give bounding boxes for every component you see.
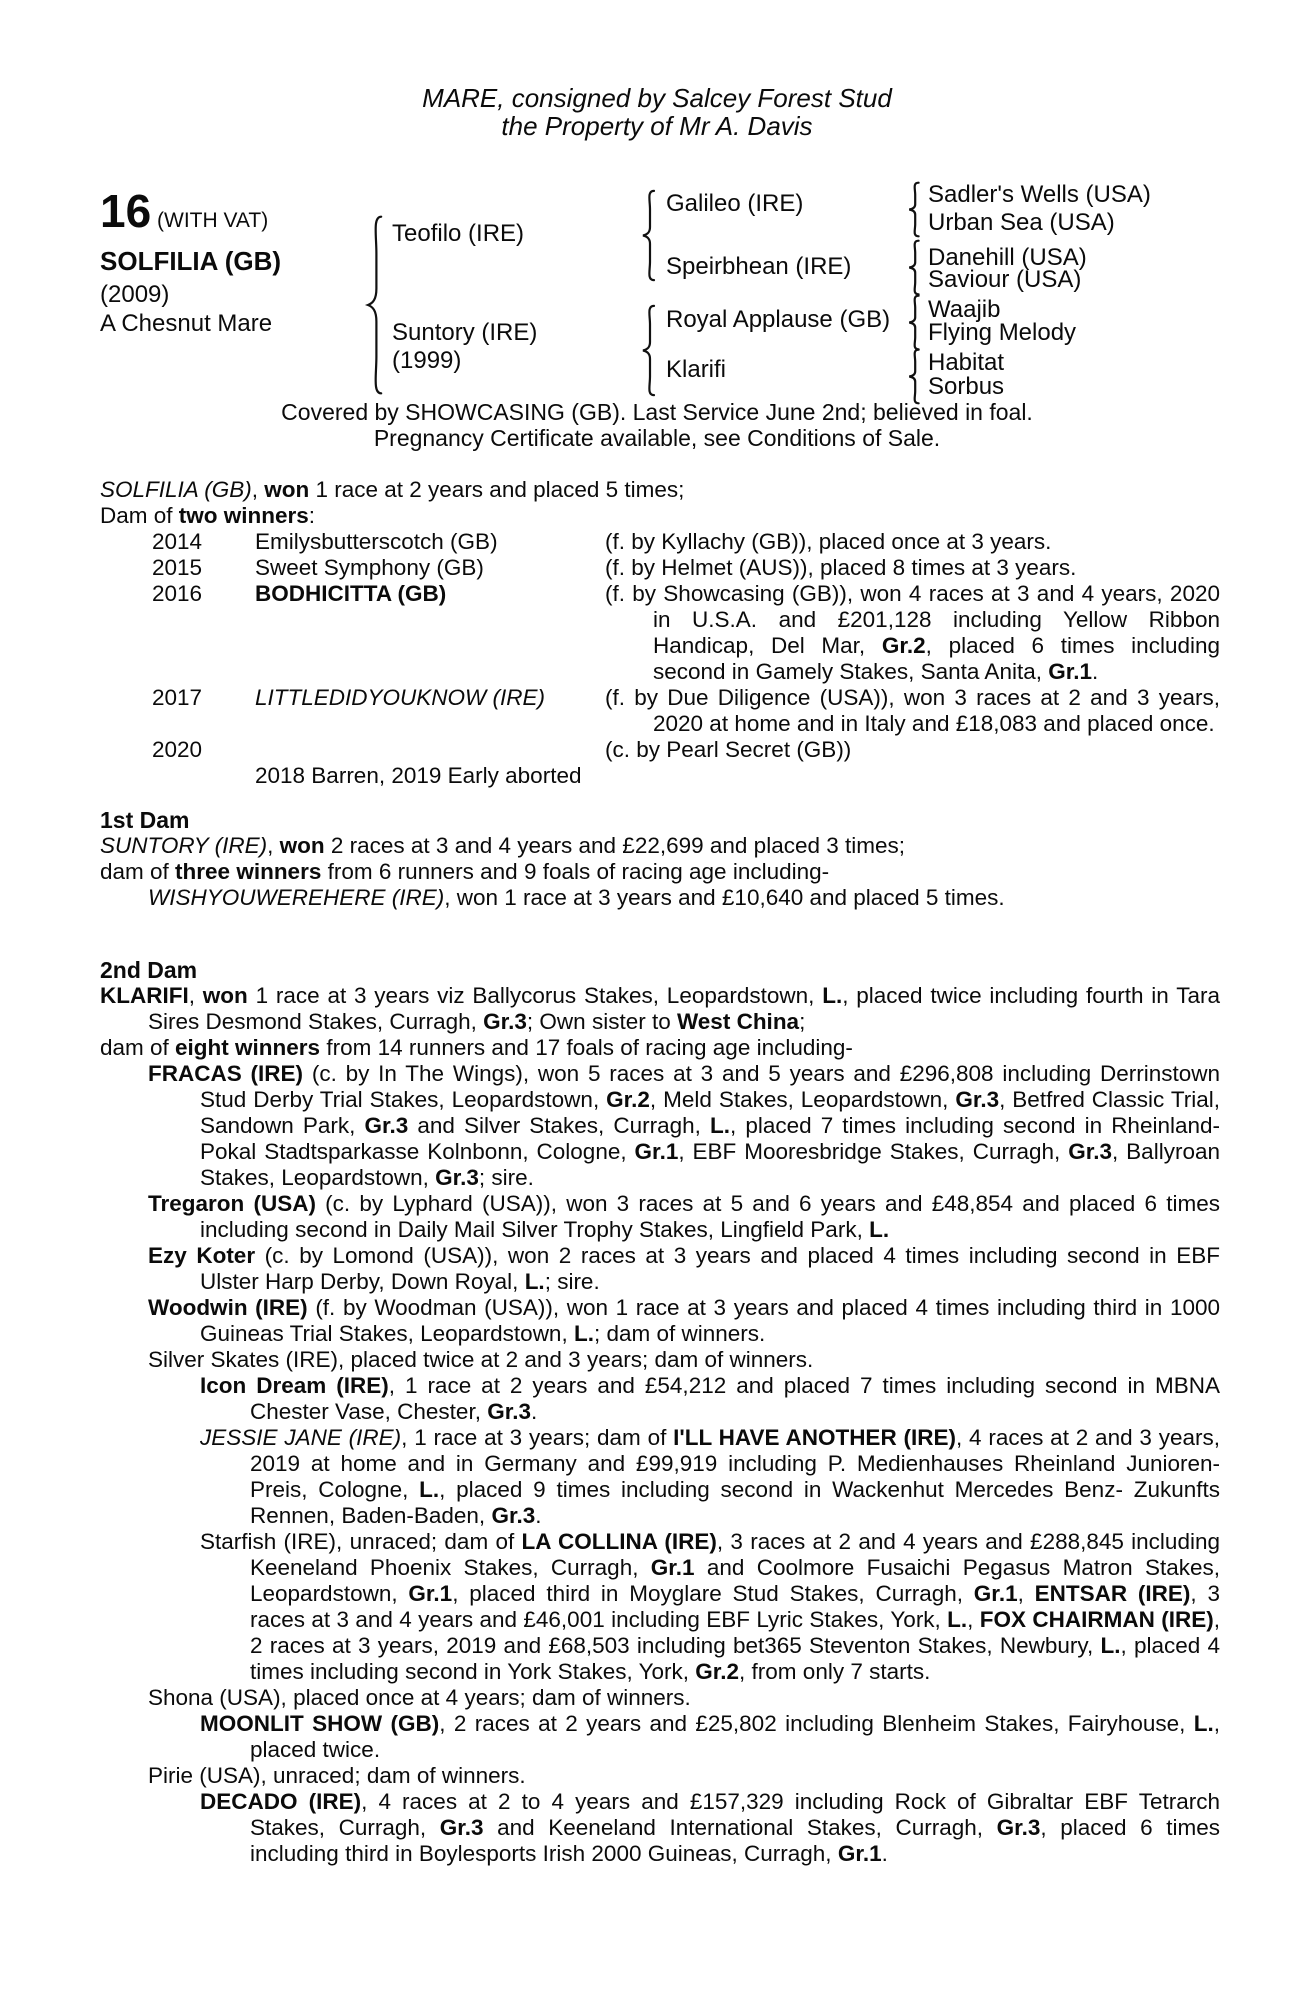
produce-note: 2018 Barren, 2019 Early aborted bbox=[255, 763, 582, 788]
ped-ancestor-3: Saviour (USA) bbox=[928, 266, 1082, 293]
pedigree-brace-gg-1 bbox=[905, 181, 922, 238]
covering-line-2: Pregnancy Certificate available, see Conditions of Sale. bbox=[373, 425, 941, 451]
produce-row-2017 bbox=[100, 685, 1220, 737]
entry-shona: Shona (USA), placed once at 4 years; dam of winners. bbox=[148, 1685, 691, 1710]
second-dam-race-record: KLARIFI, won 1 race at 3 years viz Ballycorus Stakes, Leopardstown, L., placed twice including fourth in Tara Sires Desmond Stakes, Curragh, Gr.3; Own sister to West China; bbox=[100, 983, 1220, 1034]
entry-decado: DECADO (IRE), 4 races at 2 to 4 years and £157,329 including Rock of Gibraltar EBF Tetrarch Stakes, Curragh, Gr.3 and Keeneland International Stakes, Curragh, Gr.3, placed 6 times including third in Boylesports Irish 2000 Guineas, Curragh, Gr.1. bbox=[200, 1789, 1221, 1866]
header-line-2: the Property of Mr A. Davis bbox=[501, 111, 813, 141]
ped-grandparent-dam-sire: Royal Applause (GB) bbox=[666, 306, 891, 333]
second-dam-heading: 2nd Dam bbox=[100, 957, 198, 983]
lot-description: A Chesnut Mare bbox=[100, 310, 273, 337]
pedigree-brace-sire bbox=[638, 189, 658, 282]
ped-ancestor-5: Flying Melody bbox=[928, 319, 1077, 346]
first-dam-produce-summary: dam of three winners from 6 runners and 9 foals of racing age including- bbox=[100, 859, 830, 884]
produce-year: 2020 bbox=[152, 737, 203, 762]
ped-ancestor-4: Waajib bbox=[928, 296, 1001, 323]
ped-dam: Suntory (IRE) bbox=[392, 319, 538, 346]
produce-year: 2016 bbox=[152, 581, 203, 606]
produce-gutter bbox=[100, 685, 152, 737]
entry-starfish: Starfish (IRE), unraced; dam of LA COLLINA (IRE), 3 races at 2 and 4 years and £288,845 including Keeneland Phoenix Stakes, Curragh, Gr.1 and Coolmore Fusaichi Pegasus Matron Stakes, Leopardstown, Gr.1, placed third in Moyglare Stud Stakes, Curragh, Gr.1, ENTSAR (IRE), 3 races at 3 and 4 years and £46,001 including EBF Lyric Stakes, York, L., FOX CHAIRMAN (IRE), 2 races at 3 years, 2019 and £68,503 including bet365 Steventon Stakes, Newbury, L., placed 4 times including second in York Stakes, York, Gr.2, from only 7 starts. bbox=[200, 1529, 1220, 1684]
ped-sire: Teofilo (IRE) bbox=[392, 220, 525, 247]
produce-name: BODHICITTA (GB) bbox=[255, 581, 447, 606]
second-dam-produce-summary: dam of eight winners from 14 runners and 17 foals of racing age including- bbox=[100, 1035, 853, 1060]
produce-row-2016 bbox=[100, 581, 1220, 685]
first-dam-heading: 1st Dam bbox=[100, 807, 190, 833]
entry-silver-skates: Silver Skates (IRE), placed twice at 2 and 3 years; dam of winners. bbox=[148, 1347, 814, 1372]
ped-dam-year: (1999) bbox=[392, 347, 462, 374]
ped-ancestor-7: Sorbus bbox=[928, 373, 1005, 400]
ped-grandparent-dam-dam: Klarifi bbox=[666, 356, 727, 383]
produce-desc: (f. by Helmet (AUS)), placed 8 times at 3 years. bbox=[605, 555, 1077, 580]
pedigree-brace-gg-3 bbox=[905, 294, 922, 351]
produce-name: LITTLEDIDYOUKNOW (IRE) bbox=[255, 685, 546, 710]
produce-name: Emilysbutterscotch (GB) bbox=[255, 529, 498, 554]
ped-grandparent-sire-sire: Galileo (IRE) bbox=[666, 190, 804, 217]
ped-ancestor-6: Habitat bbox=[928, 349, 1005, 376]
ped-ancestor-2: Danehill (USA) bbox=[928, 244, 1087, 271]
produce-desc: (c. by Pearl Secret (GB)) bbox=[605, 737, 852, 762]
entry-wishyouwerehere: WISHYOUWEREHERE (IRE), won 1 race at 3 years and £10,640 and placed 5 times. bbox=[148, 885, 1005, 910]
produce-gutter bbox=[100, 581, 152, 685]
produce-row-2020 bbox=[100, 737, 1220, 763]
produce-year: 2017 bbox=[152, 685, 203, 710]
produce-name: Sweet Symphony (GB) bbox=[255, 555, 484, 580]
lot-vat-note: (WITH VAT) bbox=[151, 209, 269, 232]
lot-horse-name: SOLFILIA (GB) bbox=[100, 246, 282, 276]
lot-foaling-year: (2009) bbox=[100, 281, 170, 308]
catalogue-body bbox=[100, 477, 1220, 1867]
produce-desc: (f. by Showcasing (GB)), won 4 races at 3 and 4 years, 2020 in U.S.A. and £201,128 including Yellow Ribbon Handicap, Del Mar, Gr.2, placed 6 times including second in Gamely Stakes, Santa Anita, Gr.1. bbox=[605, 581, 1220, 684]
covering-statement bbox=[0, 399, 1314, 451]
ped-ancestor-1: Urban Sea (USA) bbox=[928, 209, 1115, 236]
entry-pirie: Pirie (USA), unraced; dam of winners. bbox=[148, 1763, 526, 1788]
produce-year: 2015 bbox=[152, 555, 203, 580]
lot-number: 16 bbox=[100, 185, 152, 237]
ped-grandparent-sire-dam: Speirbhean (IRE) bbox=[666, 253, 852, 280]
consignment-header bbox=[0, 84, 1314, 140]
produce-gutter bbox=[100, 555, 152, 581]
produce-dam-of: Dam of two winners: bbox=[100, 503, 316, 528]
produce-gutter bbox=[100, 737, 152, 763]
produce-intro: SOLFILIA (GB), won 1 race at 2 years and placed 5 times; bbox=[100, 477, 685, 502]
entry-jessie-jane: JESSIE JANE (IRE), 1 race at 3 years; dam of I'LL HAVE ANOTHER (IRE), 4 races at 2 and 3 years, 2019 at home and in Germany and £99,919 including P. Medienhauses Rheinland Junioren-Preis, Cologne, L., placed 9 times including second in Wackenhut Mercedes Benz- Zukunfts Rennen, Baden-Baden, Gr.3. bbox=[200, 1425, 1220, 1528]
produce-desc: (f. by Kyllachy (GB)), placed once at 3 years. bbox=[605, 529, 1052, 554]
produce-name bbox=[255, 737, 605, 763]
lot-number-line bbox=[100, 185, 269, 237]
produce-row-2015 bbox=[100, 555, 1220, 581]
entry-ezy-koter: Ezy Koter (c. by Lomond (USA)), won 2 races at 3 years and placed 4 times including second in EBF Ulster Harp Derby, Down Royal, L.; sire. bbox=[148, 1243, 1220, 1294]
pedigree-brace-gg-4 bbox=[905, 348, 922, 405]
entry-tregaron: Tregaron (USA) (c. by Lyphard (USA)), won 3 races at 5 and 6 years and £48,854 and placed 6 times including second in Daily Mail Silver Trophy Stakes, Lingfield Park, L. bbox=[148, 1191, 1220, 1242]
entry-woodwin: Woodwin (IRE) (f. by Woodman (USA)), won 1 race at 3 years and placed 4 times including third in 1000 Guineas Trial Stakes, Leopardstown, L.; dam of winners. bbox=[148, 1295, 1220, 1346]
produce-row-2014 bbox=[100, 529, 1220, 555]
pedigree-brace-dam bbox=[638, 304, 658, 397]
produce-desc: (f. by Due Diligence (USA)), won 3 races at 2 and 3 years, 2020 at home and in Italy and £18,083 and placed once. bbox=[605, 685, 1220, 736]
header-line-1: MARE, consigned by Salcey Forest Stud bbox=[422, 83, 892, 113]
pedigree-brace-gg-2 bbox=[905, 239, 922, 296]
first-dam-race-record: SUNTORY (IRE), won 2 races at 3 and 4 years and £22,699 and placed 3 times; bbox=[100, 833, 906, 858]
covering-line-1: Covered by SHOWCASING (GB). Last Service June 2nd; believed in foal. bbox=[281, 399, 1033, 425]
pedigree-table bbox=[0, 181, 1314, 415]
ped-ancestor-0: Sadler's Wells (USA) bbox=[928, 181, 1151, 208]
entry-moonlit-show: MOONLIT SHOW (GB), 2 races at 2 years and £25,802 including Blenheim Stakes, Fairyhouse, L., placed twice. bbox=[200, 1711, 1220, 1762]
produce-year: 2014 bbox=[152, 529, 203, 554]
produce-gutter bbox=[100, 529, 152, 555]
entry-fracas: FRACAS (IRE) (c. by In The Wings), won 5 races at 3 and 5 years and £296,808 including Derrinstown Stud Derby Trial Stakes, Leopardstown, Gr.2, Meld Stakes, Leopardstown, Gr.3, Betfred Classic Trial, Sandown Park, Gr.3 and Silver Stakes, Curragh, L., placed 7 times including second in Rheinland-Pokal Stadtsparkasse Kolnbonn, Cologne, Gr.1, EBF Mooresbridge Stakes, Curragh, Gr.3, Ballyroan Stakes, Leopardstown, Gr.3; sire. bbox=[148, 1061, 1221, 1190]
entry-icon-dream: Icon Dream (IRE), 1 race at 2 years and £54,212 and placed 7 times including second in MBNA Chester Vase, Chester, Gr.3. bbox=[200, 1373, 1220, 1424]
pedigree-brace-parents bbox=[362, 213, 386, 397]
